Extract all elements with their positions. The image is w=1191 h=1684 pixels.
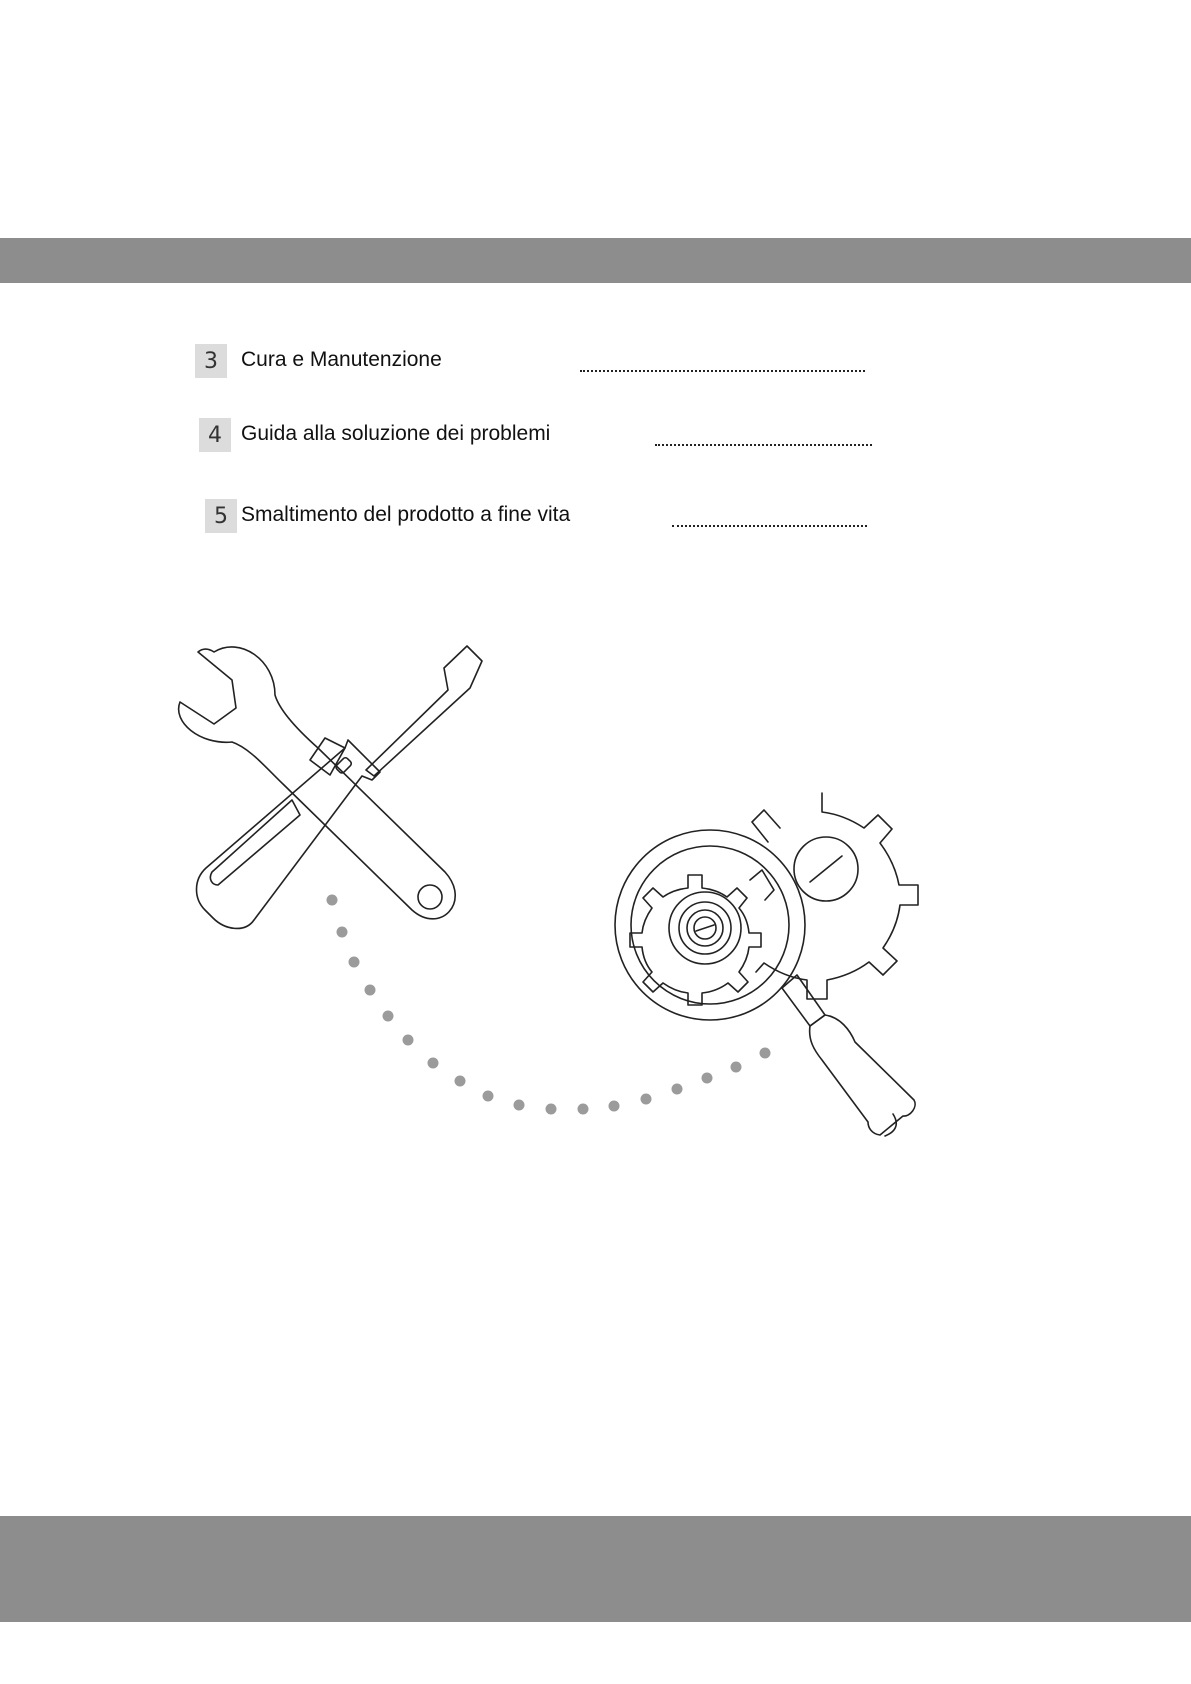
toc-entry-title: Smaltimento del prodotto a fine vita [241,503,571,526]
toc-number-badge: 3 [195,344,227,378]
toc-number-badge: 5 [205,499,237,533]
gear-icon [630,870,774,1005]
toc-number-badge: 4 [199,418,231,452]
toc-entry-title: Guida alla soluzione dei problemi [241,422,551,445]
footer-band [0,1516,1191,1622]
wrench-icon [179,647,456,919]
toc-entry-title: Cura e Manutenzione [241,348,442,371]
screwdriver-icon [197,646,483,928]
